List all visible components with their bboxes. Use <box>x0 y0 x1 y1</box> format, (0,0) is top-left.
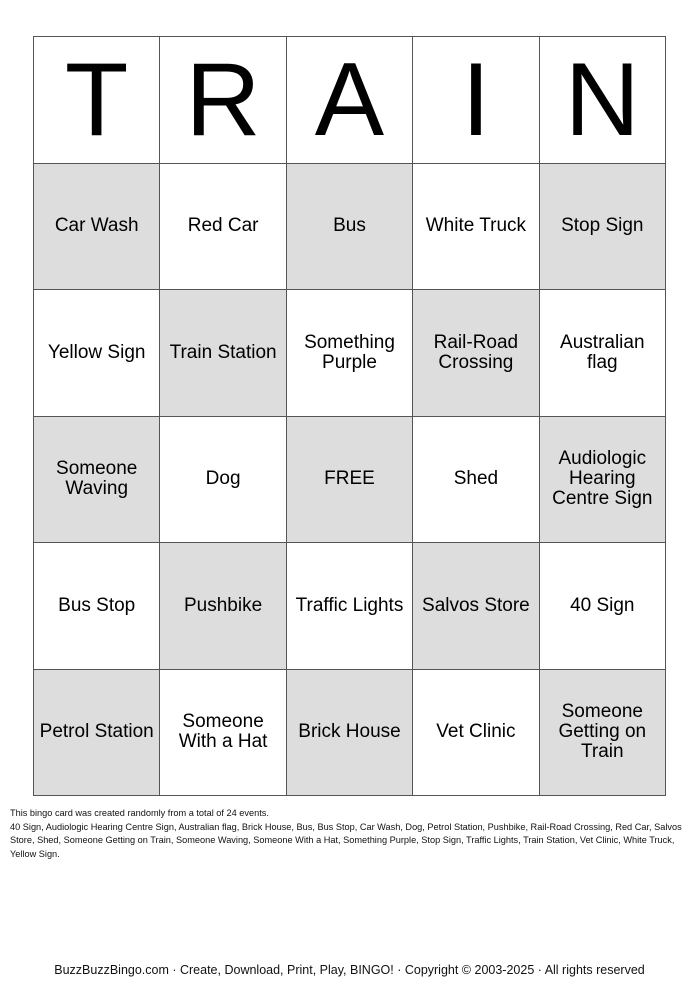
header-letter: I <box>413 37 539 164</box>
bingo-cell: Someone With a Hat <box>160 670 286 797</box>
header-letter: R <box>160 37 286 164</box>
bingo-cell: Australian flag <box>540 290 666 417</box>
bingo-cell: Car Wash <box>34 164 160 291</box>
events-list: 40 Sign, Audiologic Hearing Centre Sign, Australian flag, Brick House, Bus, Bus Stop, Car Wash, Dog, Petrol Station, Pushbike, Rail-Road Crossing, Red Car, Salvos Store, Shed, Someone Getting on Train, Someone Waving, Someone With a Hat, Something Purple, Stop Sign, Traffic Lights, Train Station, Vet Clinic, White Truck, Yellow Sign. <box>10 821 682 859</box>
bingo-cell: Petrol Station <box>34 670 160 797</box>
bingo-cell: White Truck <box>413 164 539 291</box>
bingo-card <box>33 36 666 796</box>
bingo-cell: Yellow Sign <box>34 290 160 417</box>
bingo-cell: Bus Stop <box>34 543 160 670</box>
bingo-cell: Traffic Lights <box>287 543 413 670</box>
bingo-cell: Audiologic Hearing Centre Sign <box>540 417 666 544</box>
header-letter: T <box>34 37 160 164</box>
bingo-cell: Something Purple <box>287 290 413 417</box>
copyright-footer: BuzzBuzzBingo.com · Create, Download, Print, Play, BINGO! · Copyright © 2003-2025 · All rights reserved <box>54 963 645 977</box>
bingo-cell: Bus <box>287 164 413 291</box>
bingo-cell: Someone Waving <box>34 417 160 544</box>
bingo-cell: Train Station <box>160 290 286 417</box>
bingo-cell: Someone Getting on Train <box>540 670 666 797</box>
header-letter: A <box>287 37 413 164</box>
bingo-cell: Stop Sign <box>540 164 666 291</box>
bingo-cell: Vet Clinic <box>413 670 539 797</box>
card-info <box>10 807 690 861</box>
header-letter: N <box>540 37 666 164</box>
bingo-cell: Shed <box>413 417 539 544</box>
bingo-cell: Salvos Store <box>413 543 539 670</box>
bingo-cell: Dog <box>160 417 286 544</box>
bingo-cell: Brick House <box>287 670 413 797</box>
bingo-cell: Red Car <box>160 164 286 291</box>
bingo-cell: Rail-Road Crossing <box>413 290 539 417</box>
bingo-cell: 40 Sign <box>540 543 666 670</box>
free-space: FREE <box>287 417 413 544</box>
bingo-cell: Pushbike <box>160 543 286 670</box>
info-line: This bingo card was created randomly from a total of 24 events. <box>10 808 269 818</box>
